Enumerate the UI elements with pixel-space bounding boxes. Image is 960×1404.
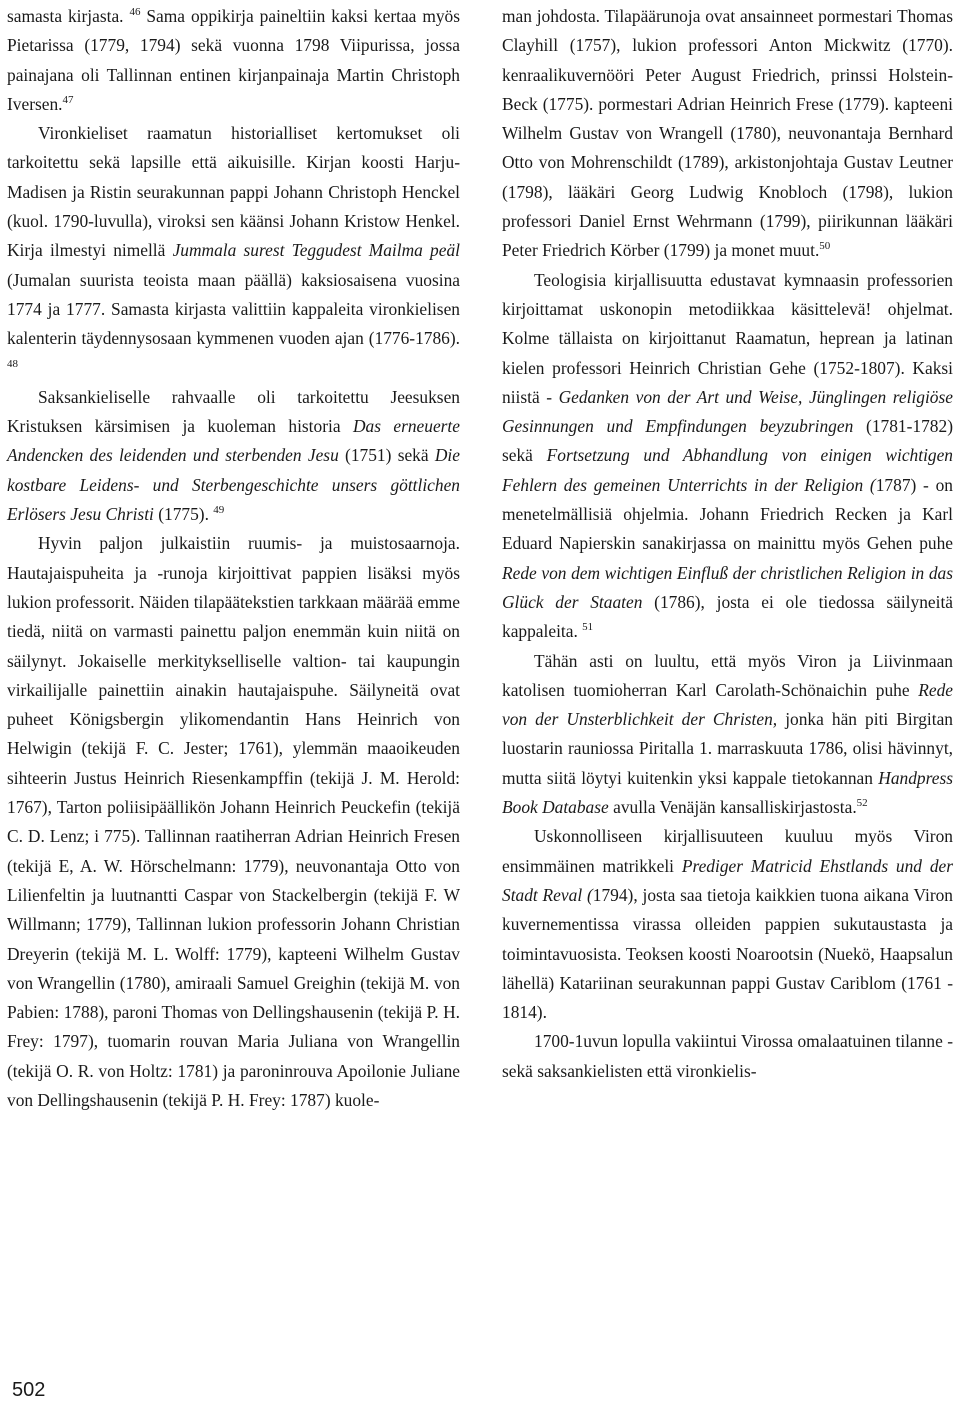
left-column: [7, 2, 460, 1115]
page-number: 502: [12, 1379, 46, 1401]
text-run: (1786), josta ei ole tiedossa säilyneitä kappaleita.: [502, 591, 953, 642]
paragraph: [502, 1027, 953, 1086]
title-italic: Die kostbare Leidens- und Sterbengeschichte unsers göttlichen Erlösers Jesu Christi: [7, 445, 460, 525]
footnote-ref: 46: [129, 6, 141, 18]
title-italic: Gedanken von der Art und Weise, Jünglingen religiöse Gesinnungen und Empfindungen beyzubringen: [502, 386, 953, 437]
footnote-ref: 52: [856, 797, 868, 810]
text-run: Vironkieliset raamatun historialliset kertomukset oli tarkoitettu sekä lapsille että aikuisille. Kirjan koosti Harju-Madisen ja Ristin seurakunnan pappi Johann Christoph Henckel (kuol. 1790-luvulla), viroksi sen käänsi Johann Kristow Henkel. Kirja ilmestyi nimellä: [7, 123, 460, 261]
footnote-ref: 51: [582, 621, 594, 634]
footnote-ref: 47: [62, 93, 74, 106]
paragraph: [7, 529, 460, 1115]
right-column: [502, 2, 953, 1086]
text-run: (Jumalan suurista teoista maan päällä) kaksiosaisena vuosina 1774 ja 1777. Samasta kirjasta valittiin kappaleita vironkielisen kalenterin täydennysosaan kymmenen vuoden ajan (1776-1786).: [7, 269, 460, 349]
text-run: (1781-1782) sekä: [502, 416, 953, 466]
paragraph: [7, 119, 460, 383]
footnote-ref: 50: [819, 240, 831, 253]
text-run: Hyvin paljon julkaistiin ruumis- ja muistosaarnoja. Hautajaispuheita ja -runoja kirjoittivat pappien lisäksi myös lukion professorit. Näiden tilapäätekstien tarkkaan määrää emme tiedä, niitä on varmasti painettu paljon enemmän kuin niitä on säilynyt. Jokaiselle merkitykselliselle valtion- tai kaupungin virkailijalle painettiin ainakin hautajaispuhe. Säilyneitä ovat puheet Königsbergin ylikomendantin Hans Heinrich von Helwigin (tekijä F. C. Jester; 1761), ylemmän maaoikeuden sihteerin Justus Heinrich Riesenkampffin (tekijä J. M. Herold: 1767), Tarton poliisipäällikön Johann Heinrich Peuckefin (tekijä C. D. Lenz; i 775). Tallinnan raatiherran Adrian Heinrich Fresen (tekijä E, A. W. Hörschelmann: 1779), neuvonantaja Otto von Lilienfeltin ja luutnantti Caspar von Stackelbergin (tekijä F. W Willmann; 1779), Tallinnan lukion professorin Johann Christian Dreyerin (tekijä M. L. Wolff: 1779), kapteeni Wilhelm Gustav von Wrangellin (1780), amiraali Samuel Greighin (tekijä M. von Pabien: 1788), paroni Thomas von Dellingshausenin (tekijä P. H. Frey: 1797), tuomarin rouvan Maria Juliana von Wrangellin (tekijä O. R. von Holtz: 1781) ja paroninrouva Apoilonie Juliane von Dellingshausenin (tekijä P. H. Frey: 1787) kuole-: [7, 533, 460, 1110]
title-italic: Das erneuerte Andencken des leidenden und sterbenden Jesu: [7, 416, 460, 466]
footnote-ref: 49: [213, 504, 225, 517]
text-run: 1700-1uvun lopulla vakiintui Virossa omalaatuinen tilanne - sekä saksankielisten että vironkielis-: [502, 1031, 953, 1081]
text-run: Teologisia kirjallisuutta edustavat kymnaasin professorien kirjoittamat uskonopin metodiikkaa käsittelevä! ohjelmat. Kolme tällaista on kirjoittanut Raamatun, heprean ja latinan kielen professori Heinrich Christian Gehe (1752-1807). Kaksi niistä -: [502, 269, 953, 407]
text-run: avulla Venäjän kansalliskirjastosta.: [608, 797, 857, 818]
text-run: 1787) - on menetelmällisiä ohjelmia. Johann Friedrich Recken ja Karl Eduard Napierskin sanakirjassa on mainittu myös Gehen puhe: [502, 474, 953, 554]
text-run: (1751) sekä: [338, 445, 435, 466]
paragraph: [502, 647, 953, 823]
text-run: (1775).: [153, 504, 214, 525]
text-run: samasta kirjasta.: [7, 6, 130, 26]
title-italic: Jummala surest Teggudest Mailma peäl: [172, 240, 460, 261]
text-run: Sama oppikirja paineltiin kaksi kertaa myös Pietarissa (1779, 1794) sekä vuonna 1798 Viipurissa, jossa painajana oli Tallinnan entinen kirjanpainaja Martin Christoph Iversen.: [7, 6, 461, 114]
paragraph: [7, 383, 460, 529]
title-italic: Handpress Book Database: [502, 767, 953, 818]
text-run: Uskonnolliseen kirjallisuuteen kuuluu myös Viron ensimmäinen matrikkeli: [502, 826, 953, 876]
paragraph: [502, 266, 953, 647]
text-run: jonka hän piti Birgitan luostarin rauniossa Piritalla 1. marraskuuta 1786, olisi hävinnyt, mutta siitä löytyi kuitenkin yksi kappale tietokannan: [502, 709, 953, 788]
title-italic: Rede von dem wichtigen Einfluß der christlichen Religion in das Glück der Staaten: [502, 562, 953, 612]
title-italic: Rede von der Unsterblichkeit der Christen,: [502, 679, 953, 730]
text-run: Tähän asti on luultu, että myös Viron ja Liivinmaan katolisen tuomioherran Karl Carolath-Schönaichin puhe: [502, 650, 953, 700]
paragraph: [7, 2, 460, 119]
text-run: Saksankieliselle rahvaalle oli tarkoitettu Jeesuksen Kristuksen kärsimisen ja kuoleman historia: [7, 386, 460, 437]
paragraph: [502, 2, 953, 266]
text-run: 1794), josta saa tietoja kaikkien tuona aikana Viron kuvernementissa virassa olleiden pappien sukutaustasta ja toimintavuosista. Teoksen koosti Noarootsin (Nuekö, Haapsalun lähellä) Katariinan seurakunnan pappi Gustav Cariblom (1761 - 1814).: [502, 884, 953, 1023]
text-run: man johdosta. Tilapäärunoja ovat ansainneet pormestari Thomas Clayhill (1757), lukion professori Anton Mickwitz (1770). kenraalikuvernööri Peter August Friedrich, prinssi Holstein-Beck (1775). pormestari Adrian Heinrich Frese (1779). kapteeni Wilhelm Gustav von Wrangell (1780), neuvonantaja Bernhard Otto von Mohrenschildt (1789), arkistonjohtaja Gustav Leutner (1798), lääkäri Georg Ludwig Knobloch (1798), lukion professori Daniel Ernst Wehrmann (1799), piirikunnan lääkäri Peter Friedrich Körber (1799) ja monet muut.: [502, 6, 953, 261]
title-italic: Fortsetzung und Abhandlung von einigen wichtigen Fehlern des gemeinen Unterrichts in der Religion (: [502, 445, 954, 495]
title-italic: Prediger Matricid Ehstlands und der Stadt Reval (: [502, 855, 954, 905]
paragraph: [502, 822, 953, 1027]
footnote-ref: 48: [7, 357, 18, 370]
